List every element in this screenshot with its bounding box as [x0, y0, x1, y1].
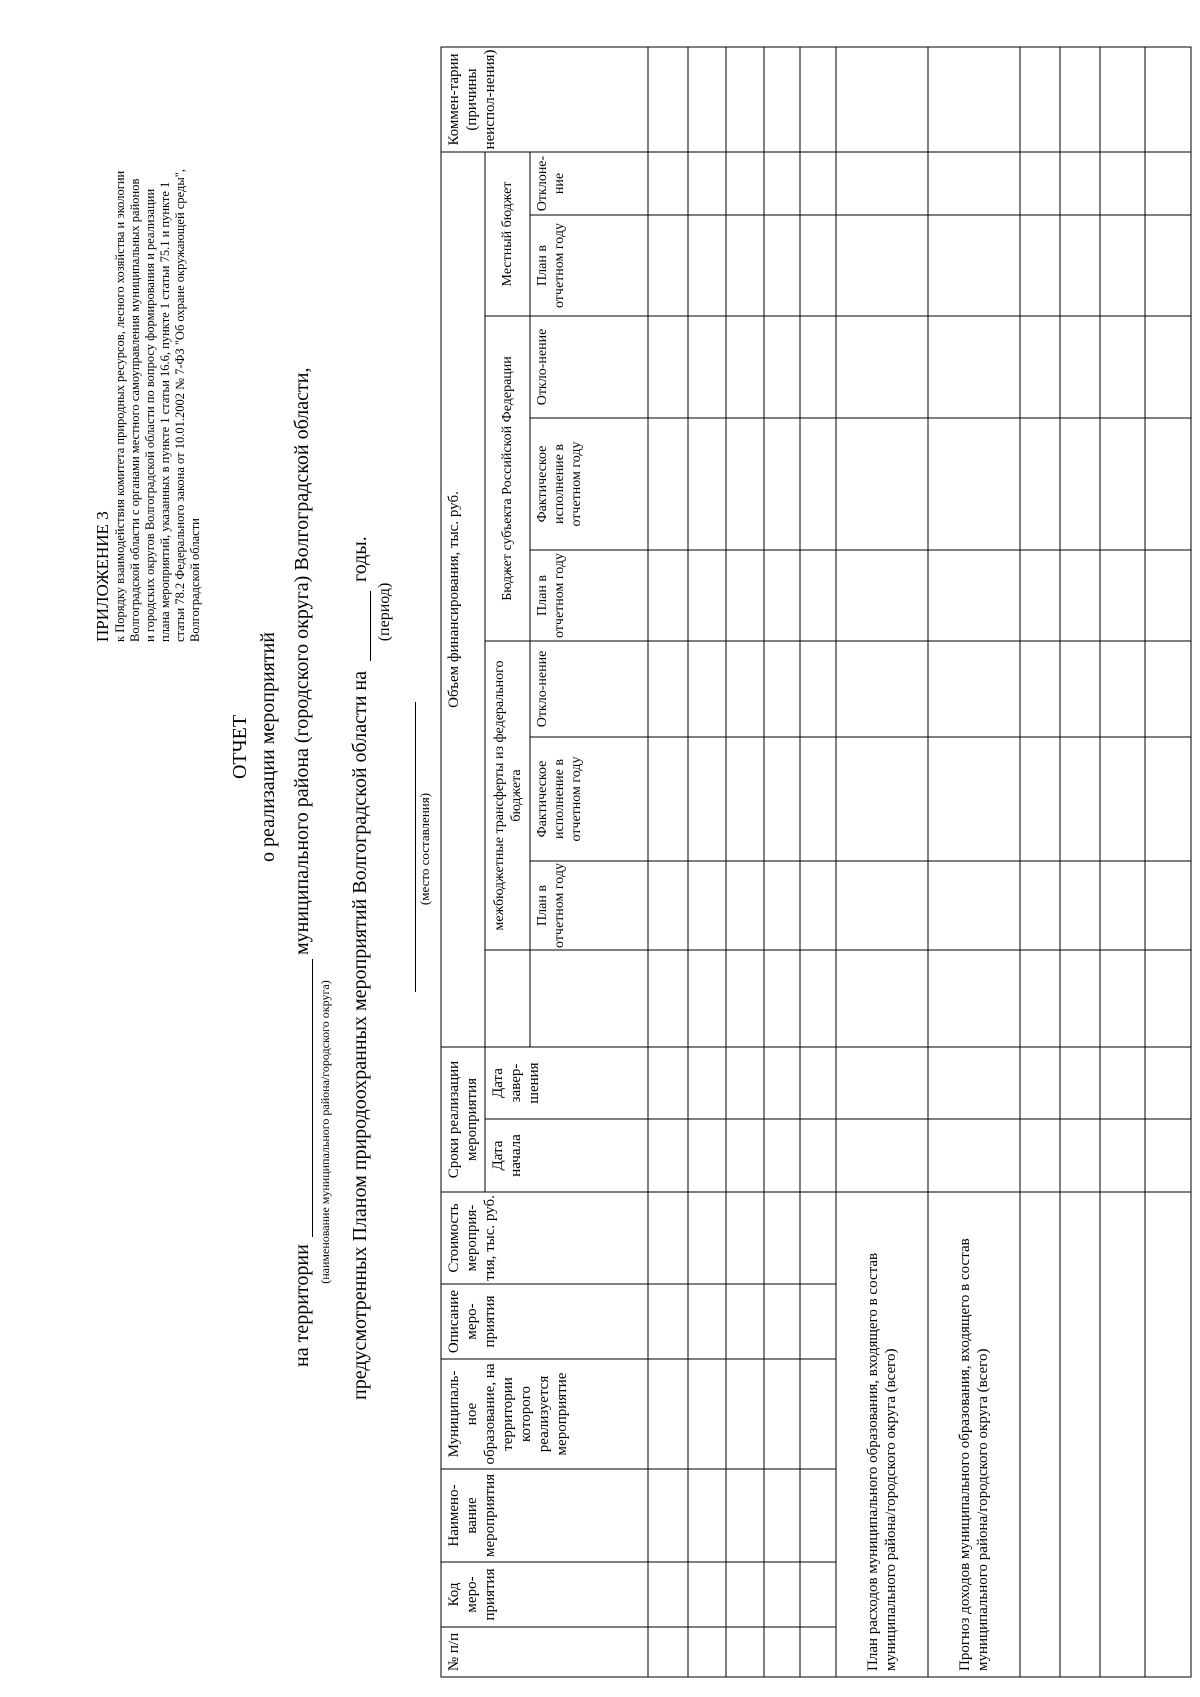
header-description: Описание меро-приятия — [446, 1289, 498, 1354]
appendix-line: плана мероприятий, указанных в пункте 1 статьи 16.6, пункте 1 статьи 75.1 и пункте 1 — [158, 181, 172, 642]
header-subject-plan: План в отчетном году — [535, 553, 567, 639]
header-federal-group: межбюджетные трансферты из федерального бюджета — [491, 660, 524, 931]
plan-suffix: годы. — [349, 536, 371, 582]
appendix-line: к Порядку взаимодействия комитета природных ресурсов, лесного хозяйства и экологии — [113, 170, 127, 642]
header-date-start: Дата начала — [490, 1134, 524, 1177]
header-code: Код меро-приятия — [446, 1568, 498, 1621]
appendix-line: Волгоградской области с органами местного самоуправления муниципальных районов — [128, 178, 142, 642]
header-local-deviation: Отклоне-ние — [535, 155, 567, 212]
header-local-group: Местный бюджет — [500, 181, 515, 287]
header-subject-group: Бюджет субъекта Российской Федерации — [500, 356, 515, 601]
header-funding-group: Объем финансирования, тыс. руб. — [446, 491, 462, 708]
header-cost: Стоимость мероприя-тия, тыс. руб. — [446, 1195, 498, 1281]
header-federal-deviation: Откло-нение — [535, 650, 550, 728]
header-num: № п/п — [446, 1632, 462, 1672]
appendix-line: и городских округов Волгоградской области по вопросу формирования и реализации — [143, 188, 157, 642]
appendix-line: Волгоградской области — [188, 518, 202, 642]
territory-prefix: на территории — [291, 1244, 313, 1367]
header-local-plan: План в отчетном году — [535, 223, 567, 309]
period-caption: (период) — [376, 582, 393, 642]
header-date-end: Дата завер-шения — [490, 1062, 542, 1104]
header-name: Наимено-вание мероприятия — [446, 1473, 498, 1558]
appendix-line: статьи 78.2 Федерального закона от 10.01.2002 № 7-ФЗ "Об охране окружающей среды", — [173, 169, 187, 642]
header-comments: Коммен-тарии (причины неиспол-нения) — [446, 49, 498, 150]
header-municipality: Муниципаль-ное образование, на территории которого реализуется мероприятие — [446, 1363, 570, 1465]
header-subject-actual: Фактическое исполнение в отчетном году — [535, 441, 584, 527]
header-federal-actual: Фактическое исполнение в отчетном году — [535, 756, 584, 842]
header-federal-plan: План в отчетном году — [535, 862, 567, 948]
report-title: ОТЧЕТ — [229, 714, 251, 780]
territory-caption: (наименование муниципального района/городского округа) — [318, 980, 332, 1284]
territory-suffix: муниципального района (городского округа) Волгоградской области, — [291, 367, 313, 955]
header-terms-group: Сроки реализации мероприятия — [446, 1060, 480, 1179]
report-subtitle: о реализации мероприятий — [257, 631, 279, 863]
summary-row-expenses: План расходов муниципального образования, входящего в состав муниципального района/городского округа (всего) — [865, 1252, 899, 1671]
place-caption: (место составления) — [417, 792, 432, 906]
summary-row-income: Прогноз доходов муниципального образования, входящего в состав муниципального района/городского округа (всего) — [957, 1238, 991, 1671]
plan-text: предусмотренных Планом природоохранных мероприятий Волгоградской области на — [349, 671, 371, 1400]
header-subject-deviation: Откло-нение — [535, 328, 550, 406]
appendix-title: ПРИЛОЖЕНИЕ 3 — [93, 511, 112, 642]
